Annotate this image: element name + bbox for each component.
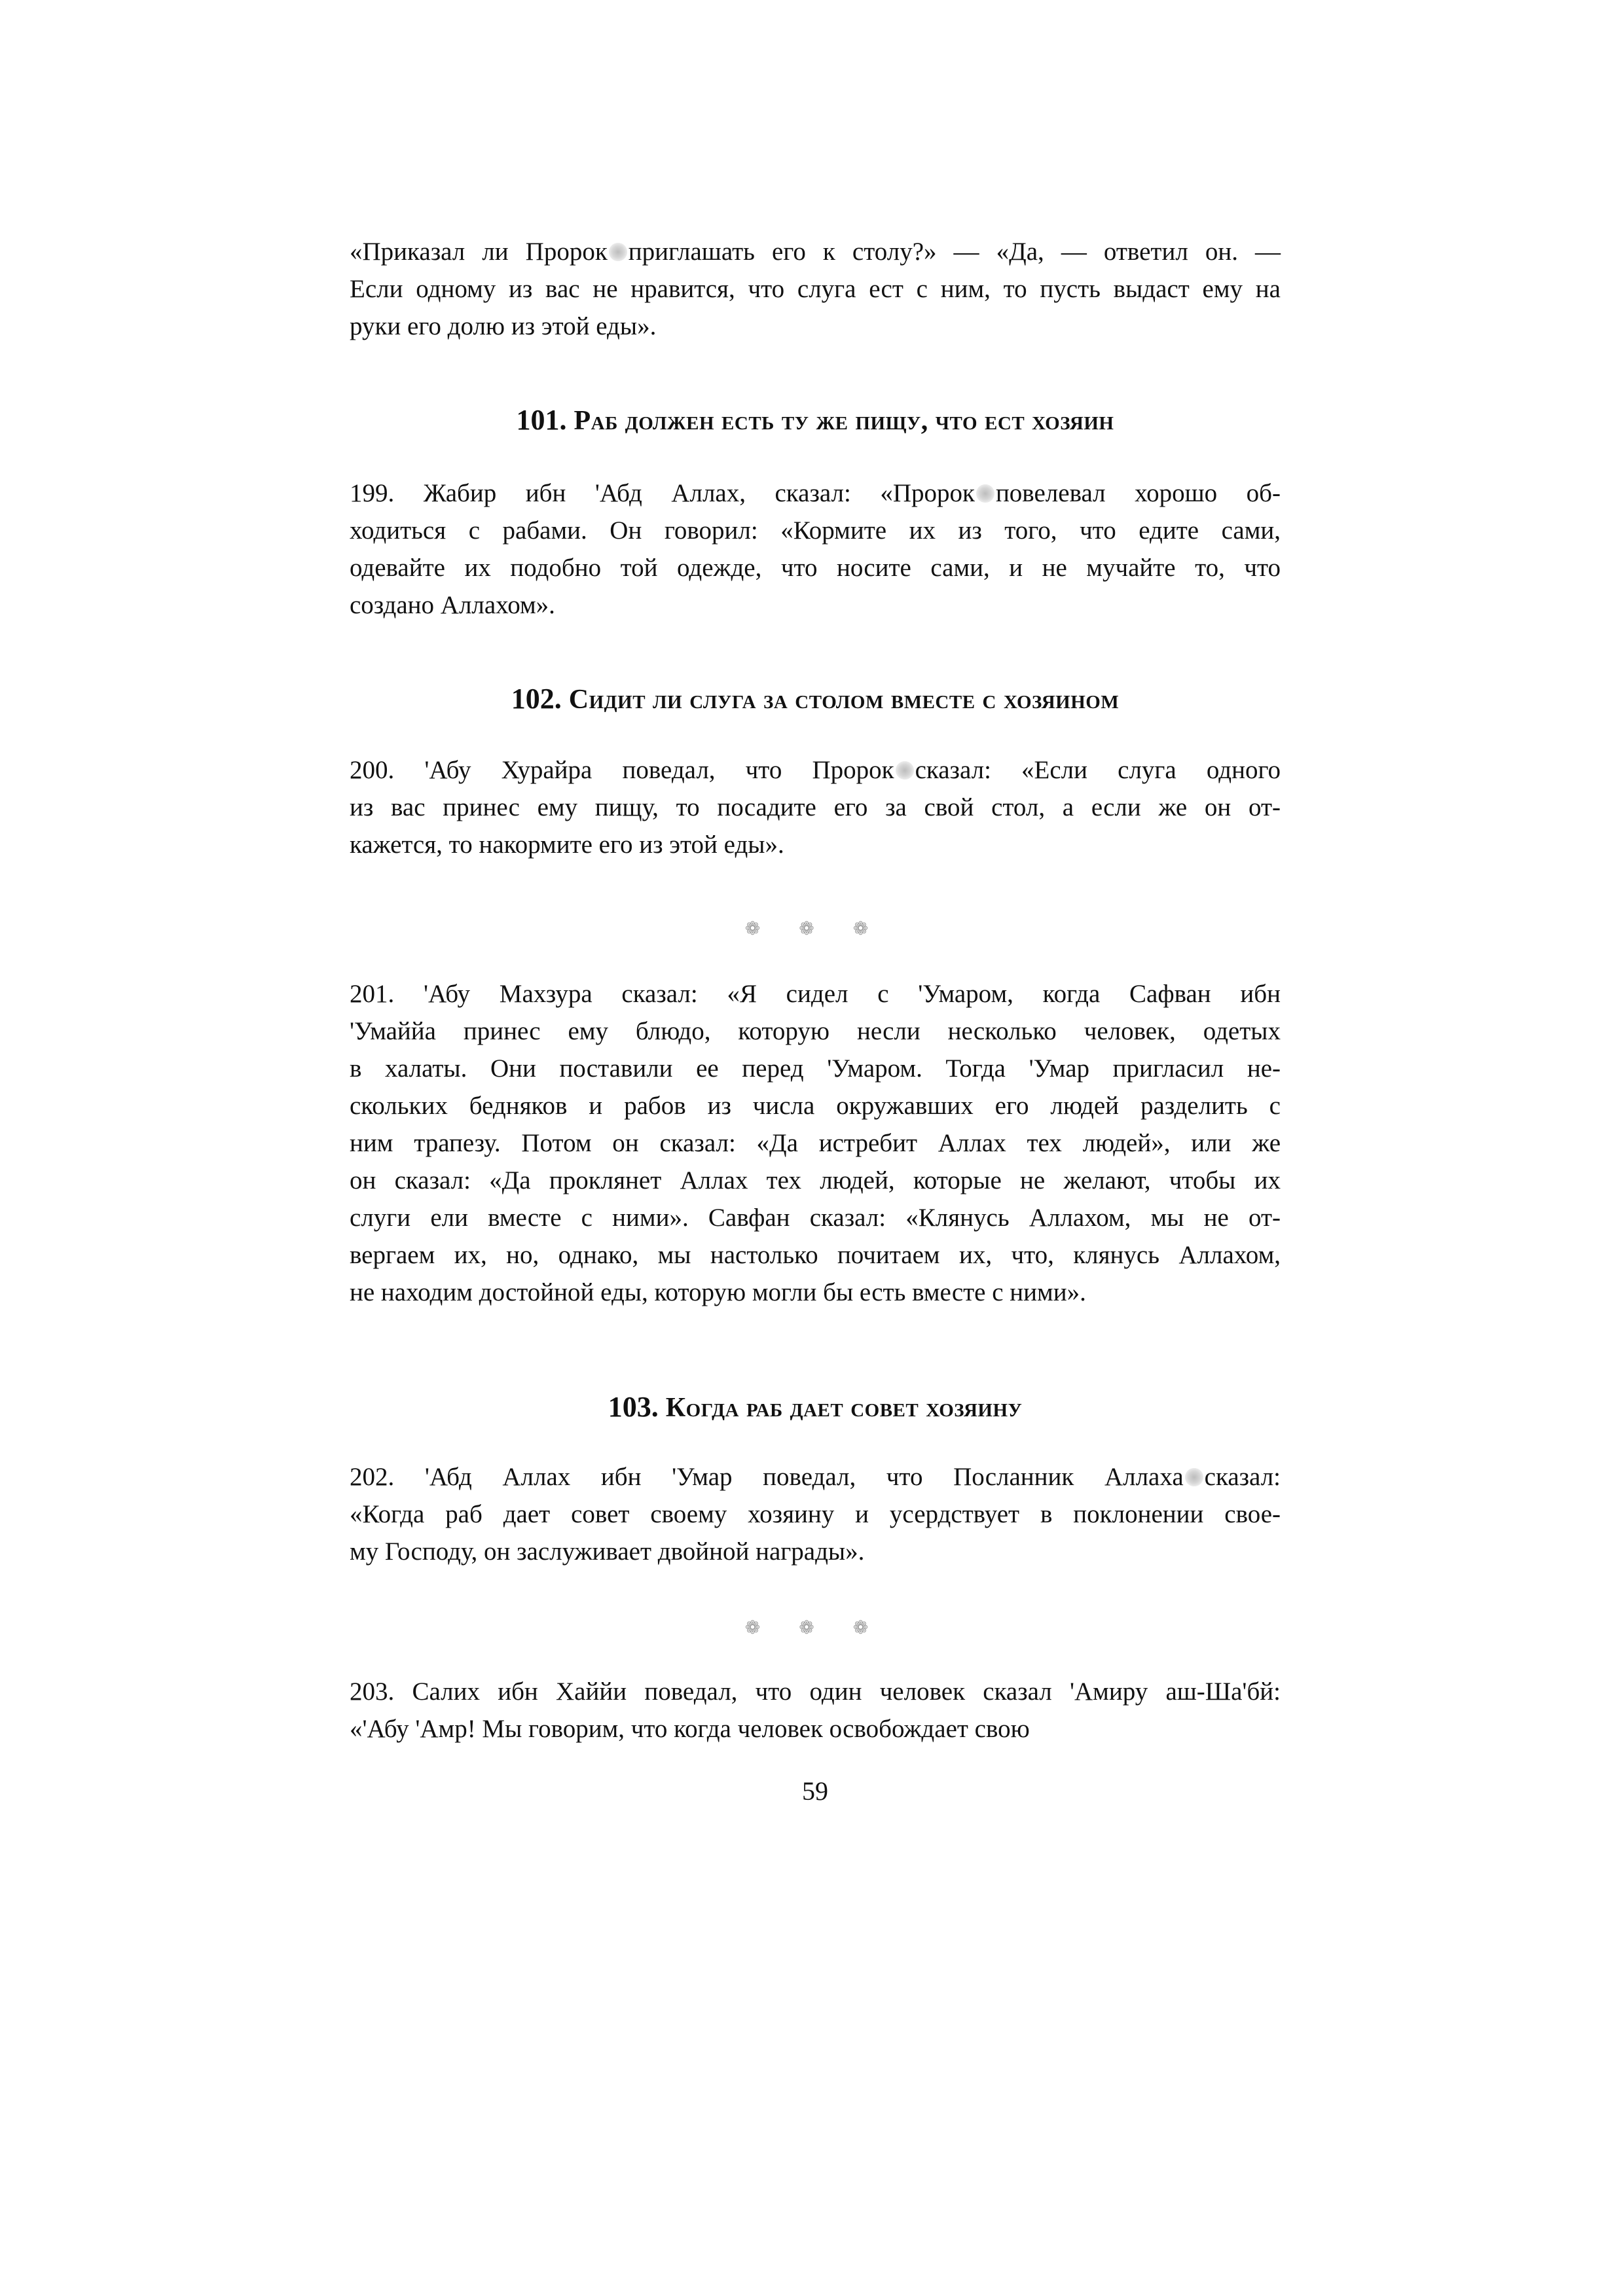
section-heading-103 [350,1389,1281,1426]
text-line: ходиться с рабами. Он говорил: «Кормите их из того, что едите сами, [350,516,1281,545]
text-line: кажется, то накормите его из этой еды». [350,831,784,859]
ornament-divider: ❁ ❁ ❁ [744,919,886,939]
text-line: «'Абу 'Амр! Мы говорим, что когда человек освобождает свою [350,1715,1030,1743]
text-line: создано Аллахом». [350,591,555,619]
text-line: руки его долю из этой еды». [350,312,657,340]
text-line: он сказал: «Да проклянет Аллах тех людей, которые не желают, чтобы их [350,1166,1281,1194]
text-line: 202. 'Абд Аллах ибн 'Умар поведал, что Посланник Аллаха сказал: [350,1463,1281,1491]
text-line: 199. Жабир ибн 'Абд Аллах, сказал: «Пророк повелевал хорошо об- [350,479,1281,507]
section-title: Сидит ли слуга за столом вместе с хозяином [568,685,1120,715]
text-line: не находим достойной еды, которую могли бы есть вместе с ними». [350,1278,1086,1306]
ornament-divider: ❁ ❁ ❁ [744,1618,886,1638]
text-line: му Господу, он заслуживает двойной награды». [350,1537,865,1566]
section-number: 103. [608,1391,659,1423]
text-line: в халаты. Они поставили ее перед 'Умаром. Тогда 'Умар пригласил не- [350,1054,1281,1083]
text-line: 201. 'Абу Махзура сказал: «Я сидел с 'Умаром, когда Сафван ибн [350,980,1281,1008]
section-title: Раб должен есть ту же пищу, что ест хозяин [574,406,1114,436]
blessing-seal-icon [976,484,994,503]
section-number: 102. [511,683,562,715]
section-title: Когда раб дает совет хозяину [665,1393,1023,1423]
text-line: 200. 'Абу Хурайра поведал, что Пророк сказал: «Если слуга одного [350,756,1281,784]
text-line: из вас принес ему пищу, то посадите его за свой стол, а если же он от- [350,793,1281,821]
text-line: «Приказал ли Пророк приглашать его к столу?» — «Да, — ответил он. — [350,238,1281,266]
blessing-seal-icon [1185,1468,1203,1486]
blessing-seal-icon [896,761,914,780]
section-heading-102 [350,681,1281,718]
paragraph-201 [350,975,1281,1311]
page-number: 59 [802,1776,828,1806]
paragraph-intro [350,233,1281,345]
paragraph-200 [350,751,1281,863]
paragraph-199 [350,475,1281,624]
blessing-seal-icon [609,243,627,261]
text-line: слуги ели вместе с ними». Савфан сказал: «Клянусь Аллахом, мы не от- [350,1204,1281,1232]
section-heading-101 [350,402,1281,439]
text-line: вергаем их, но, однако, мы настолько почитаем их, что, клянусь Аллахом, [350,1241,1281,1269]
text-line: скольких бедняков и рабов из числа окружавших его людей разделить с [350,1092,1281,1120]
text-line: 203. Салих ибн Хаййи поведал, что один человек сказал 'Амиру аш-Ша'бй: [350,1677,1281,1706]
text-line: «Когда раб дает совет своему хозяину и усердствует в поклонении свое- [350,1500,1281,1528]
paragraph-202 [350,1458,1281,1570]
section-number: 101. [516,404,567,436]
paragraph-203 [350,1673,1281,1748]
text-line: ним трапезу. Потом он сказал: «Да истребит Аллах тех людей», или же [350,1129,1281,1157]
text-line: одевайте их подобно той одежде, что носите сами, и не мучайте то, что [350,554,1281,582]
text-line: 'Умаййа принес ему блюдо, которую несли несколько человек, одетых [350,1017,1281,1045]
text-line: Если одному из вас не нравится, что слуга ест с ним, то пусть выдаст ему на [350,275,1281,303]
